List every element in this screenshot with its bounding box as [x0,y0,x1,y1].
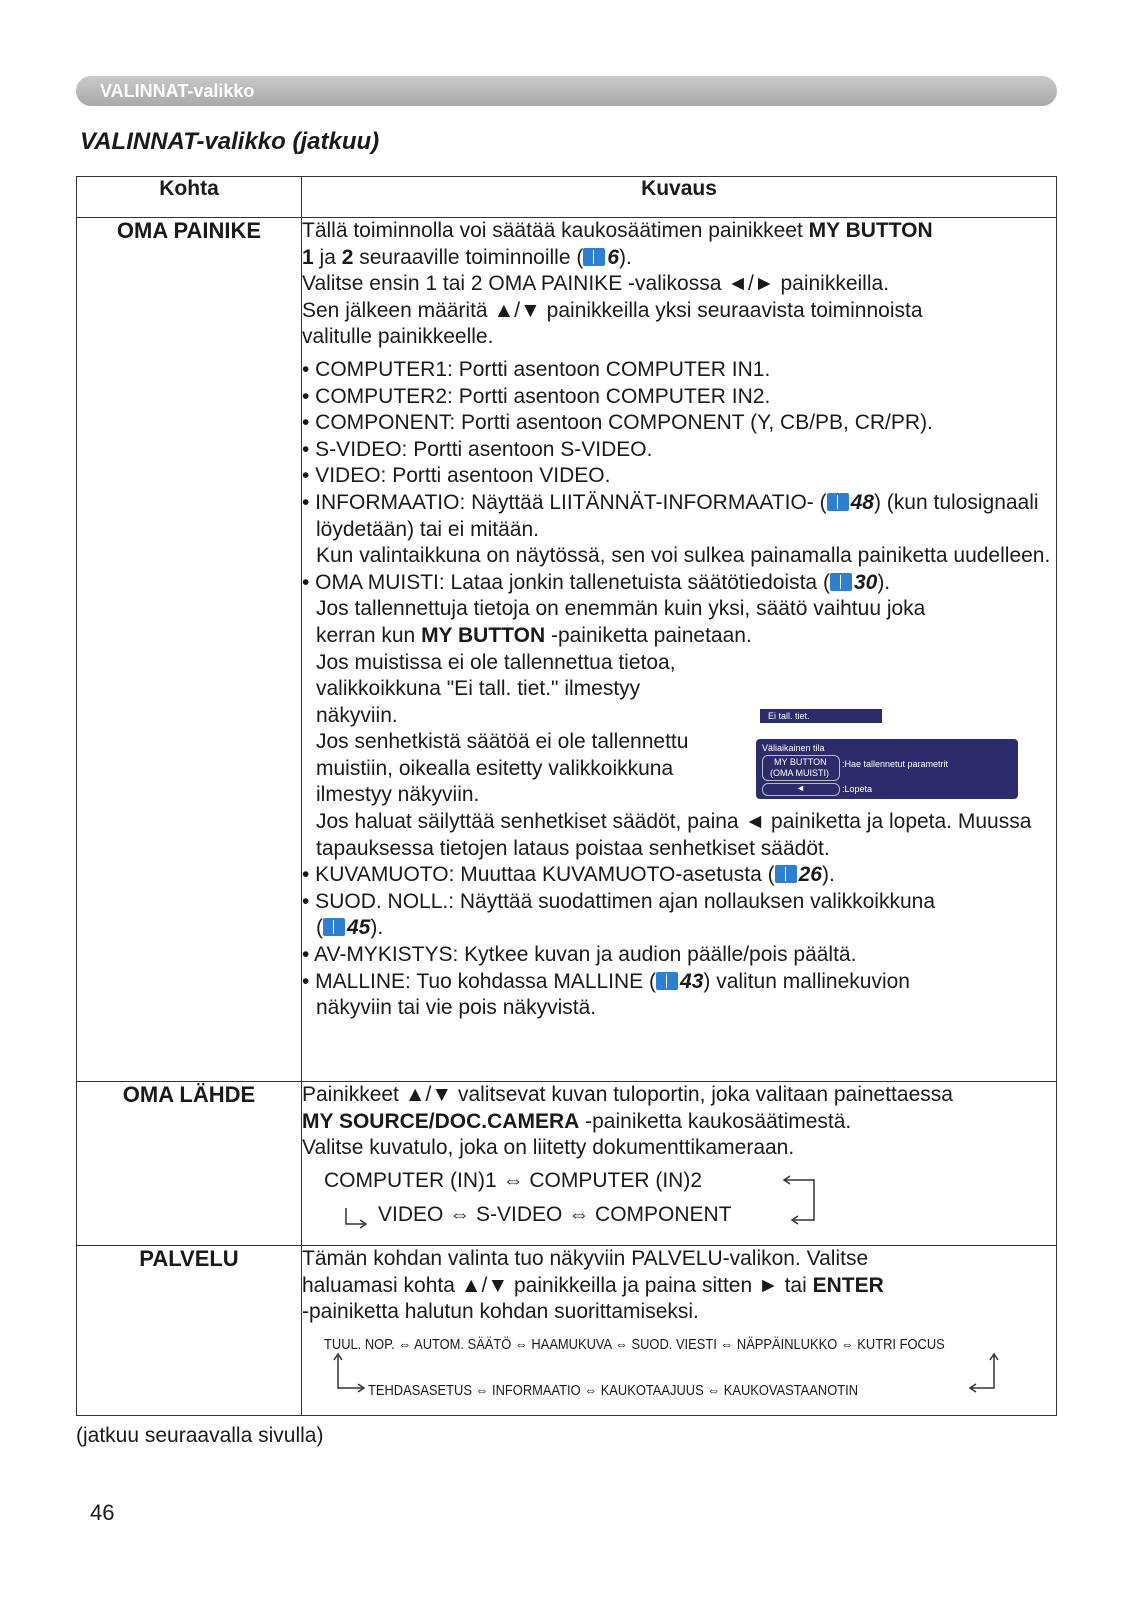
left-arrow-icon: ◄ [796,783,805,793]
row-desc-palvelu [302,1246,1057,1416]
service-cycle-diagram [302,1326,1056,1408]
table-header-row [77,177,1057,218]
page-title: VALINNAT-valikko (jatkuu) [80,128,380,155]
list-item: • COMPUTER2: Portti asentoon COMPUTER IN2. [302,384,771,408]
list-item-note: ilmestyy näkyviin. [316,783,480,807]
list-item-note: Kun valintaikkuna on näytössä, sen voi sulkea painamalla painiketta uudelleen. [316,544,1051,568]
service-cycle-line-1: TUUL. NOP. ⇔ AUTOM. SÄÄTÖ ⇔ HAAMUKUVA ⇔ SUOD. VIESTI ⇔ NÄPPÄINLUKKO ⇔ KUTRI FOCUS [324,1335,945,1353]
source-cycle-line-1: COMPUTER (IN)1 ⇔ COMPUTER (IN)2 [324,1168,702,1192]
desc-line: Tämän kohdan valinta tuo näkyviin PALVELU-valikon. Valitse [302,1247,869,1270]
section-header-label: VALINNAT-valikko [100,81,255,101]
list-item: • SUOD. NOLL.: Näyttää suodattimen ajan nollauksen valikkoikkuna [302,889,936,913]
book-reference-icon [583,248,605,266]
list-item-note: Jos senhetkistä säätöä ei ole tallennettu [316,730,689,754]
list-item: • KUVAMUOTO: Muuttaa KUVAMUOTO-asetusta ( 26). [302,863,835,887]
function-list [302,357,1056,1022]
book-reference-icon [323,918,345,936]
list-item-note: näkyviin. [316,703,398,727]
osd-title: Väliaikainen tila [762,743,825,753]
intro-line: 1 ja 2 seuraaville toiminnoille ( 6). [302,245,632,269]
list-item-note: muistiin, oikealla esitetty valikkoikkuna [316,756,674,780]
column-header-item: Kohta [77,177,302,218]
row-desc-oma-painike [302,218,1057,1082]
book-reference-icon [827,493,849,511]
book-reference-icon [830,573,852,591]
osd-no-data-message: Ei tall. tiet. [760,709,882,723]
desc-line: Painikkeet ▲/▼ valitsevat kuvan tuloportin, joka valitaan painettaessa [302,1083,953,1106]
continued-note: (jatkuu seuraavalla sivulla) [76,1424,324,1447]
cycle-arrows-icon [302,1326,1022,1408]
list-item: • OMA MUISTI: Lataa jonkin tallenetuista säätötiedoista ( 30). [302,570,891,594]
service-cycle-line-2: TEHDASASETUS ⇔ INFORMAATIO ⇔ KAUKOTAAJUUS ⇔ KAUKOVASTAANOTIN [368,1381,859,1399]
table-row [77,218,1057,1082]
list-item: • INFORMAATIO: Näyttää LIITÄNNÄT-INFORMAATIO- ( 48) (kun tulosignaali löydetään) tai ei mitään. [302,490,1039,541]
osd-button-label: (OMA MUISTI) [770,768,829,778]
desc-line: Valitse kuvatulo, joka on liitetty dokumenttikameraan. [302,1136,795,1160]
list-item-note: Jos haluat säilyttää senhetkiset säädöt, paina ◄ painiketta ja lopeta. Muussa tapauksessa tietojen lataus poistaa senhetkiset säädöt. [316,810,1032,860]
osd-option-text: :Lopeta [842,784,873,794]
list-item-note: kerran kun MY BUTTON -painiketta painetaan. [316,623,752,647]
desc-line: haluamasi kohta ▲/▼ painikkeilla ja paina sitten ► tai ENTER [302,1273,884,1297]
intro-line: valitulle painikkeelle. [302,325,494,349]
intro-line: Sen jälkeen määritä ▲/▼ painikkeilla yksi seuraavista toiminnoista [302,298,923,322]
list-item: • AV-MYKISTYS: Kytkee kuvan ja audion päälle/pois päältä. [302,943,857,967]
row-label-oma-lahde: OMA LÄHDE [77,1082,302,1246]
row-label-oma-painike: OMA PAINIKE [77,218,302,1082]
book-reference-icon [656,972,678,990]
list-item-note: valikkoikkuna "Ei tall. tiet." ilmestyy [316,677,641,701]
table-row [77,1246,1057,1416]
book-reference-icon [775,865,797,883]
osd-option-text: :Hae tallennetut parametrit [842,759,949,769]
list-item-note: Jos tallennettuja tietoja on enemmän kuin yksi, säätö vaihtuu joka [316,597,926,621]
section-header-bar [76,76,1057,106]
row-desc-oma-lahde [302,1082,1057,1246]
page-number: 46 [90,1500,115,1525]
desc-line: MY SOURCE/DOC.CAMERA -painiketta kaukosäätimestä. [302,1109,852,1133]
table-row [77,1082,1057,1246]
cycle-arrows-icon [302,1162,822,1242]
column-header-description: Kuvaus [302,177,1057,218]
source-cycle-diagram [302,1162,1056,1242]
intro-line: Valitse ensin 1 tai 2 OMA PAINIKE -valikossa ◄/► painikkeilla. [302,272,890,296]
list-item: • VIDEO: Portti asentoon VIDEO. [302,464,611,488]
list-item-note: ( 45). [316,916,384,940]
source-cycle-line-2: VIDEO ⇔ S-VIDEO ⇔ COMPONENT [378,1202,732,1226]
list-item: • S-VIDEO: Portti asentoon S-VIDEO. [302,437,653,461]
osd-temporary-state-dialog [756,739,1018,799]
list-item: • COMPONENT: Portti asentoon COMPONENT (Y, CB/PB, CR/PR). [302,411,933,435]
row-label-palvelu: PALVELU [77,1246,302,1416]
list-item-note: Jos muistissa ei ole tallennettua tietoa, [316,650,676,674]
list-item: • COMPUTER1: Portti asentoon COMPUTER IN1. [302,357,771,381]
intro-line: Tällä toiminnolla voi säätää kaukosäätimen painikkeet MY BUTTON [302,219,933,242]
list-item-note: näkyviin tai vie pois näkyvistä. [316,996,597,1020]
osd-button-label: MY BUTTON [774,757,827,767]
desc-line: -painiketta halutun kohdan suorittamiseksi. [302,1300,699,1324]
list-item: • MALLINE: Tuo kohdassa MALLINE ( 43) valitun mallinekuvion [302,969,910,993]
